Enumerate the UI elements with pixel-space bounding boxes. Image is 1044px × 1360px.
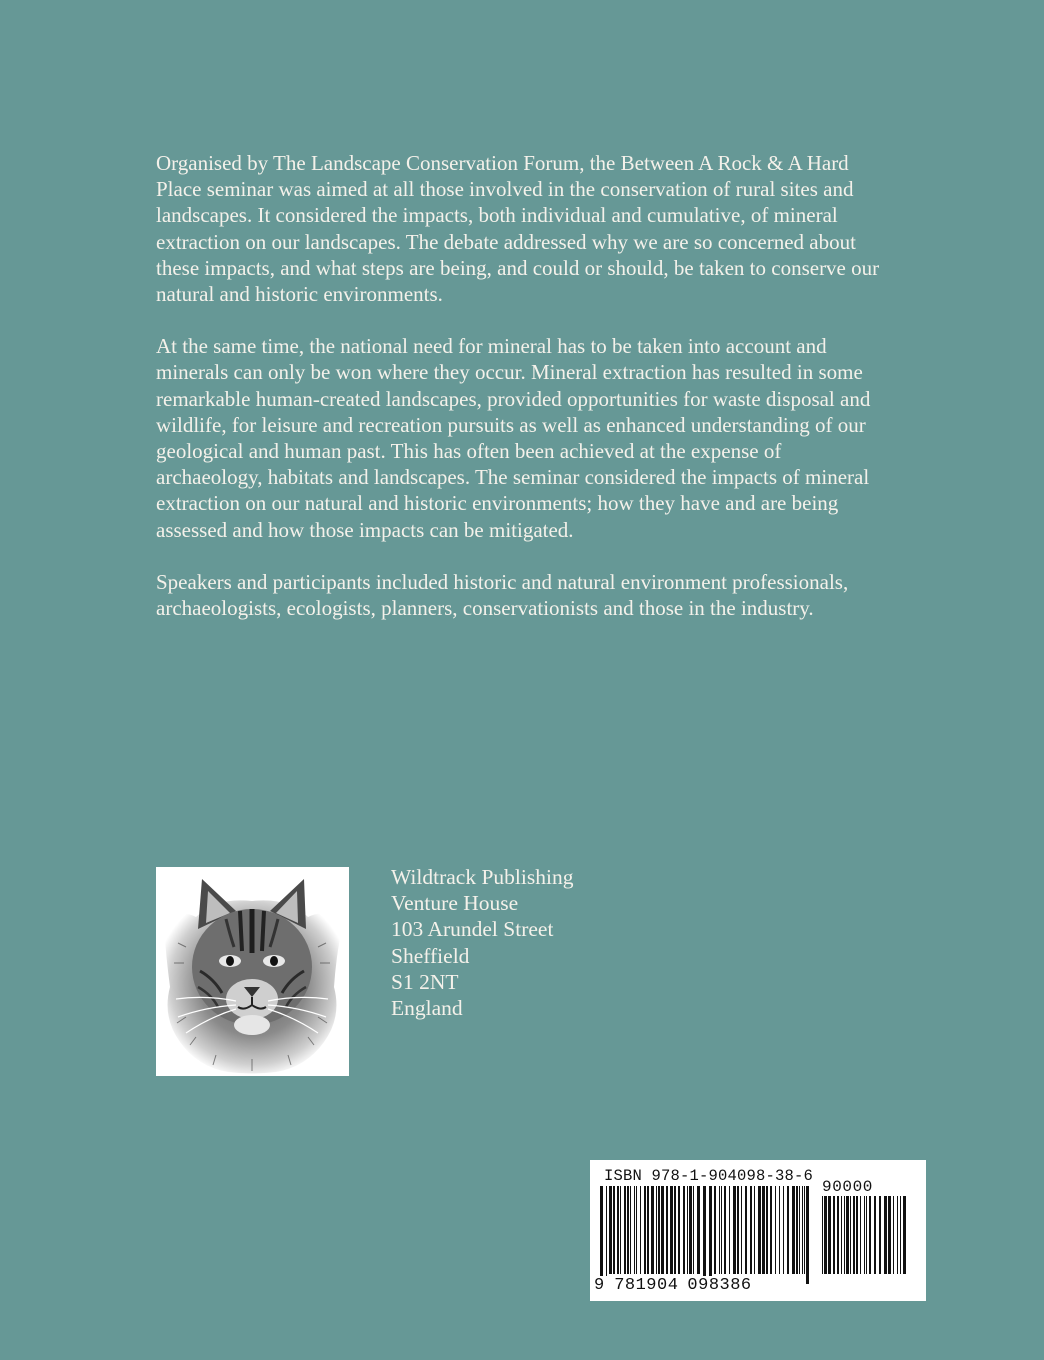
barcode-bar (703, 1186, 706, 1284)
barcode-bar (802, 1186, 803, 1274)
barcode-bar (884, 1196, 887, 1274)
barcode-bar (796, 1186, 798, 1274)
barcode-bar (737, 1186, 739, 1274)
blurb-paragraph-1: Organised by The Landscape Conservation Forum, the Between A Rock & A Hard Place seminar was aimed at all those involved in the conservation of rural sites and landscapes. It considered the impacts, both individual and cumulative, of mineral extraction on our landscapes. The debate addressed why we are so concerned about these impacts, and what steps are being, and could or should, be taken to conserve our natural and historic environments. (156, 151, 880, 307)
barcode-bar (693, 1186, 694, 1274)
barcode-bar (670, 1186, 673, 1274)
barcode-bar (647, 1186, 649, 1274)
barcode-bar (888, 1196, 891, 1274)
barcode-bar (833, 1196, 835, 1274)
barcode-bar (903, 1196, 906, 1274)
barcode-bar (850, 1196, 851, 1274)
publisher-building: Venture House (391, 891, 519, 916)
barcode-bar (719, 1186, 720, 1274)
barcode-bar (689, 1186, 692, 1274)
barcode-bar (824, 1196, 827, 1274)
barcode-bar (822, 1196, 823, 1274)
barcode-bar (828, 1196, 831, 1274)
barcode-bar (783, 1186, 784, 1274)
barcode-bar (893, 1196, 894, 1274)
barcode-bar (860, 1196, 861, 1274)
barcode-bar (630, 1186, 631, 1274)
barcode-bar (741, 1186, 742, 1274)
barcode-bar (897, 1196, 898, 1274)
barcode-bar (733, 1186, 736, 1274)
barcode-bar (804, 1186, 805, 1274)
barcode-bar (678, 1186, 680, 1274)
barcode-bar (620, 1186, 621, 1274)
price-code: 90000 (822, 1178, 874, 1196)
publisher-postcode: S1 2NT (391, 969, 459, 994)
barcode-bar (770, 1186, 772, 1274)
barcode-bar (799, 1186, 800, 1274)
barcode-bar (754, 1186, 755, 1274)
barcode-bar (900, 1196, 901, 1274)
barcode-bar (709, 1186, 712, 1284)
publisher-street: 103 Arundel Street (391, 917, 554, 942)
barcode-bar (683, 1186, 685, 1274)
barcode-bars (600, 1186, 814, 1284)
barcode-bar (606, 1186, 607, 1284)
barcode-bar (613, 1186, 615, 1274)
barcode-addon-bars (822, 1196, 912, 1284)
barcode-bar (627, 1186, 629, 1274)
barcode-bar (666, 1186, 668, 1274)
barcode-bar (617, 1186, 619, 1274)
barcode-bar (866, 1196, 867, 1274)
barcode-bar (644, 1186, 646, 1274)
publisher-address (391, 864, 573, 1021)
barcode-bar (745, 1186, 747, 1274)
barcode-digit-first: 9 (594, 1276, 605, 1295)
publisher-name: Wildtrack Publishing (391, 865, 574, 889)
barcode-bar (869, 1196, 871, 1274)
barcode-bar (609, 1186, 612, 1274)
barcode-bar (656, 1186, 657, 1274)
barcode-bar (758, 1186, 761, 1274)
barcode-bar (864, 1196, 865, 1274)
publisher-country: England (391, 996, 463, 1021)
barcode-bar (634, 1186, 635, 1274)
barcode-bar (806, 1186, 809, 1284)
barcode-bar (624, 1186, 626, 1274)
wildcat-illustration-icon (156, 867, 349, 1076)
barcode-bar (846, 1196, 849, 1274)
barcode-bar (697, 1186, 700, 1274)
barcode-bar (674, 1186, 676, 1274)
barcode-bar (856, 1196, 858, 1274)
barcode-bar (640, 1186, 641, 1274)
isbn-barcode (590, 1160, 926, 1301)
barcode-bar (750, 1186, 752, 1274)
barcode-bar (724, 1186, 726, 1274)
back-cover-blurb (156, 150, 886, 647)
blurb-paragraph-3: Speakers and participants included historic and natural environment professionals, archaeologists, ecologists, planners, conservationists and those in the industry. (156, 569, 849, 621)
isbn-label: ISBN 978-1-904098-38-6 (604, 1167, 814, 1185)
blurb-paragraph-2: At the same time, the national need for mineral has to be taken into account and minerals can only be won where they occur. Mineral extraction has resulted in some remarkable human-created landscapes, provided opportunities for waste disposal and wildlife, for leisure and recreation pursuits as well as enhanced understanding of our geological and human past. This has often been achieved at the expense of archaeology, habitats and landscapes. The seminar considered the impacts of mineral extraction on our natural and historic environments; how they have and are being assessed and how those impacts can be mitigated. (156, 334, 871, 542)
barcode-bar (658, 1186, 660, 1274)
barcode-bar (787, 1186, 789, 1274)
barcode-digits-right: 098386 (687, 1276, 752, 1295)
barcode-bar (775, 1186, 776, 1274)
barcode-bar (721, 1186, 722, 1274)
barcode-bar (651, 1186, 654, 1274)
barcode-bar (766, 1186, 768, 1274)
barcode-bar (841, 1196, 842, 1274)
barcode-digits-left: 781904 (614, 1276, 679, 1295)
barcode-bar (636, 1186, 637, 1274)
barcode-bar (792, 1186, 795, 1274)
barcode-digits (594, 1276, 752, 1295)
barcode-bar (661, 1186, 664, 1274)
barcode-bar (729, 1186, 730, 1274)
barcode-bar (762, 1186, 765, 1274)
barcode-bar (837, 1196, 839, 1274)
barcode-bar (714, 1186, 716, 1274)
barcode-bar (874, 1196, 876, 1274)
barcode-bar (853, 1196, 855, 1274)
barcode-bar (844, 1196, 845, 1274)
publisher-city: Sheffield (391, 943, 470, 968)
barcode-bar (687, 1186, 688, 1274)
barcode-bar (879, 1196, 881, 1274)
barcode-bar (779, 1186, 780, 1274)
barcode-bar (600, 1186, 603, 1284)
